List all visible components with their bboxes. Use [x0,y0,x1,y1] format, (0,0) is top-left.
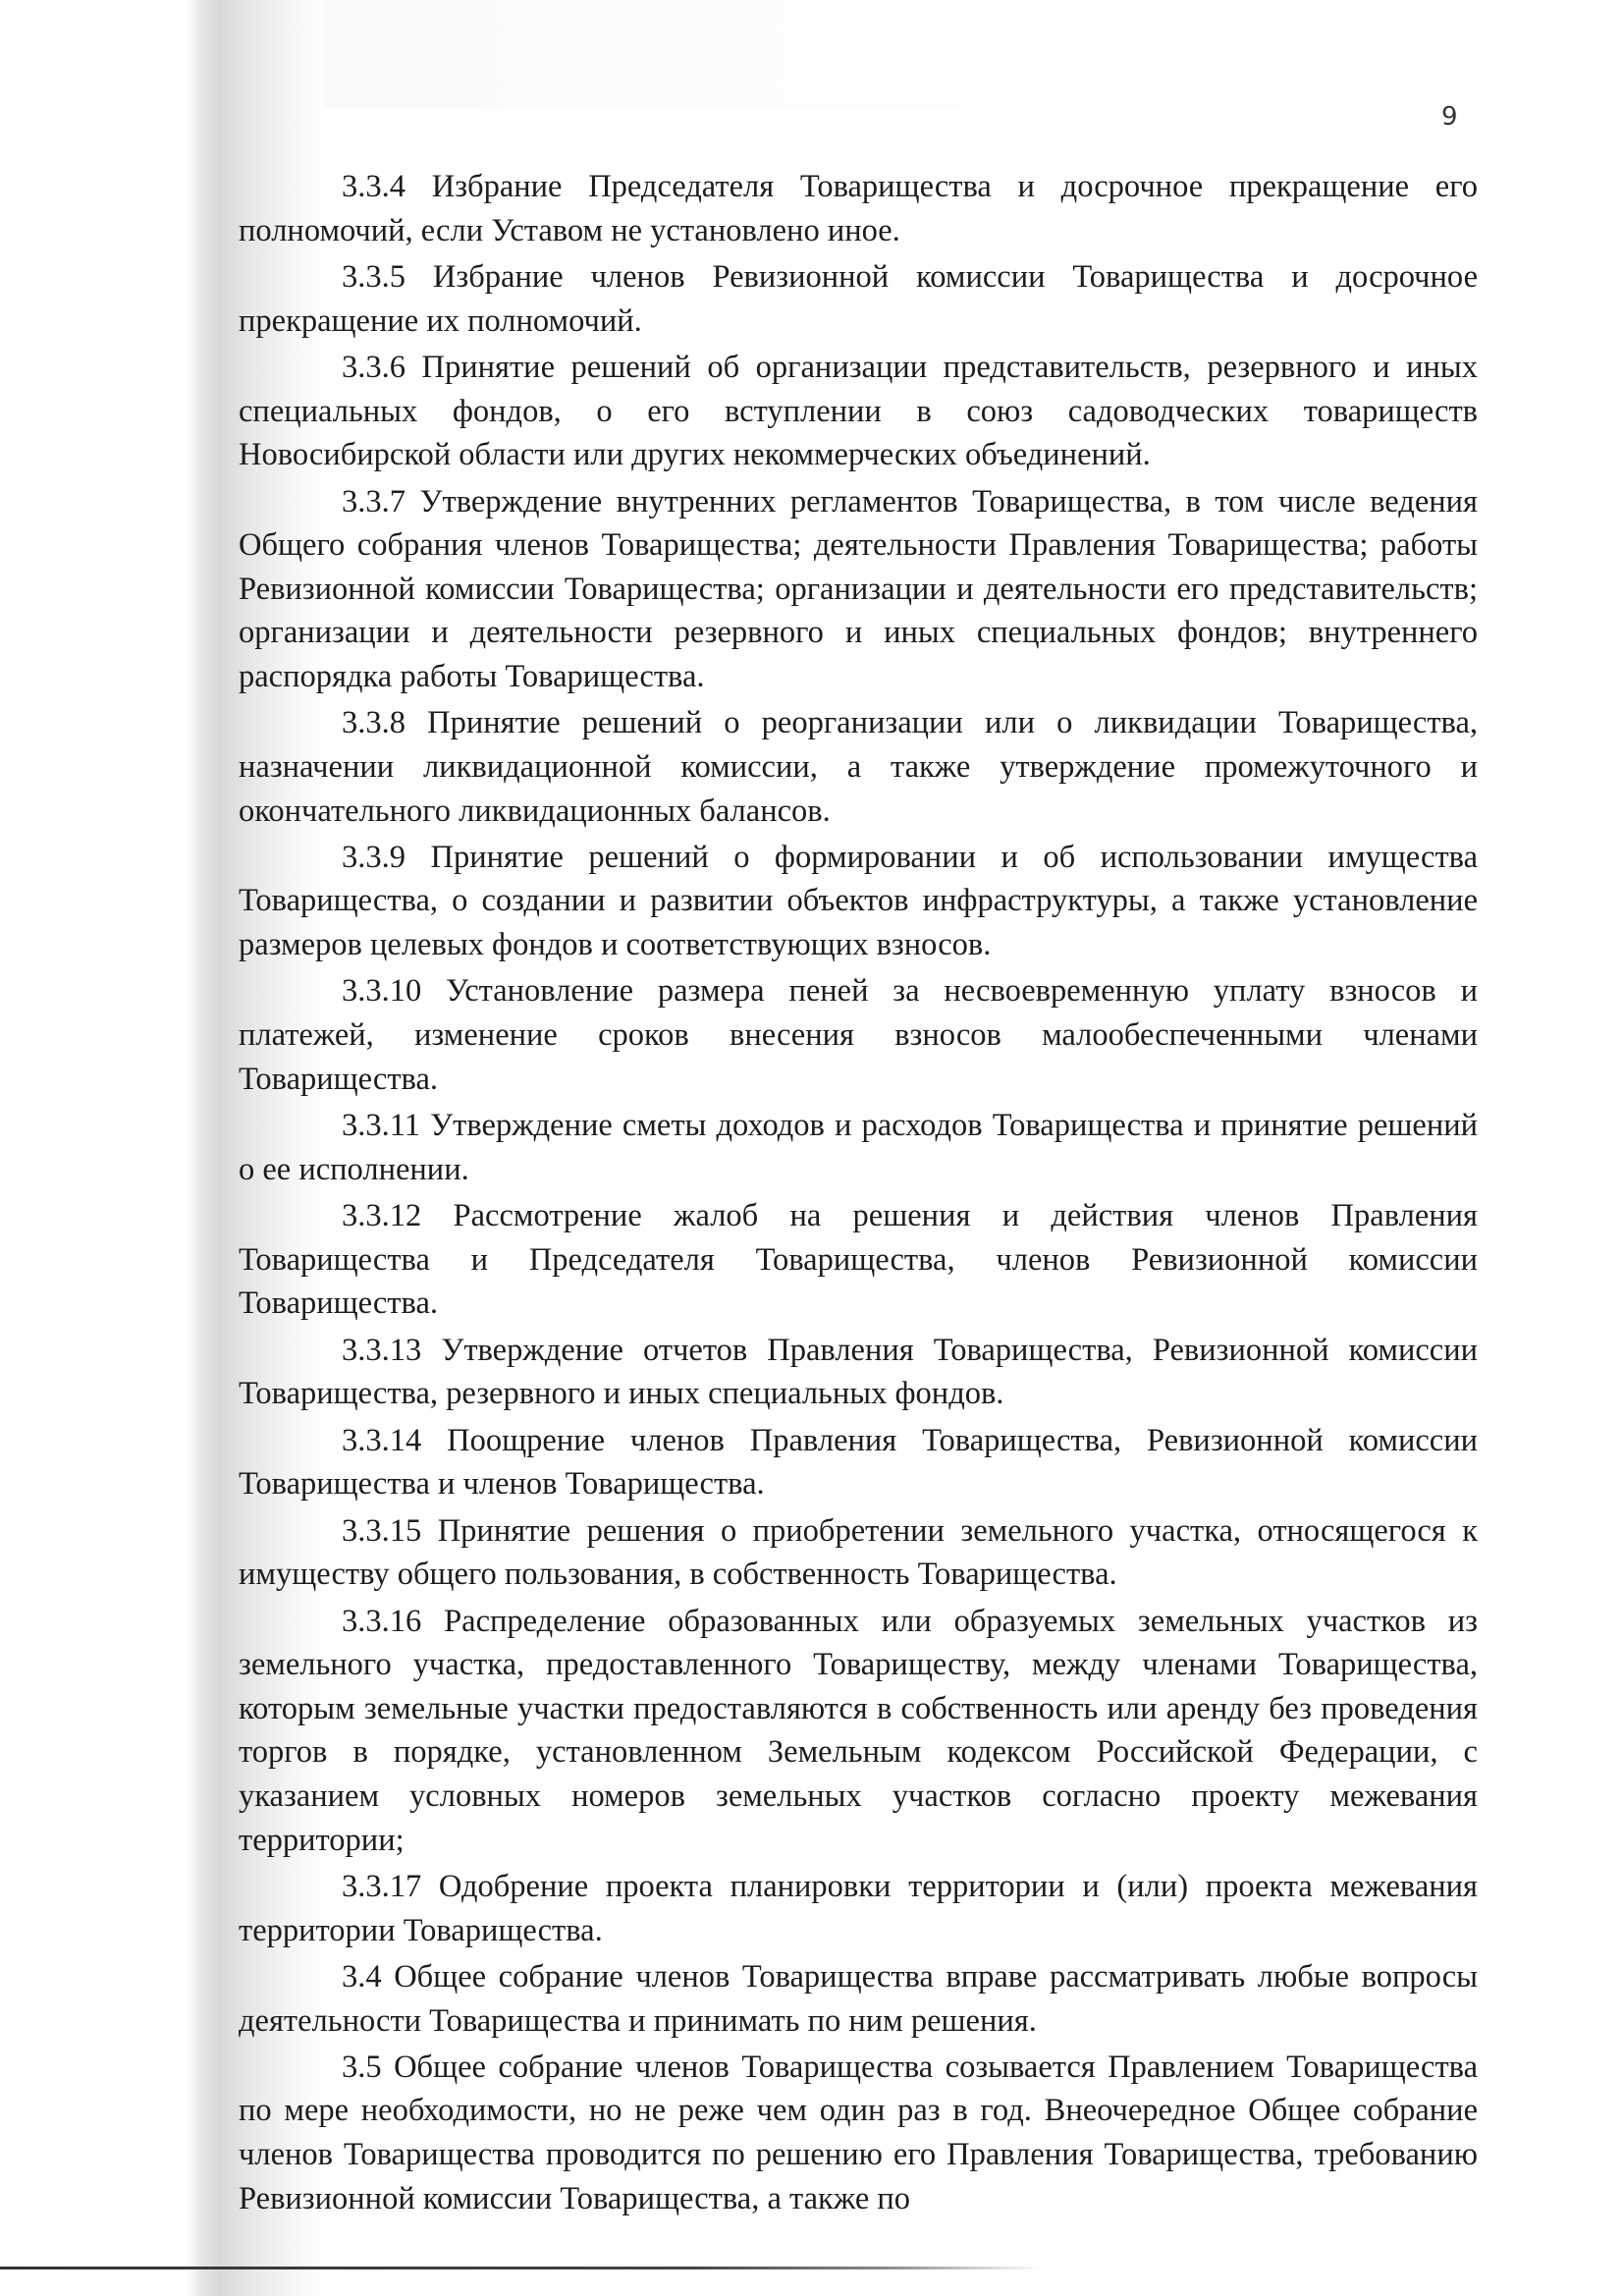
paragraph-3-3-4: 3.3.4 Избрание Председателя Товарищества и досрочное прекращение его полномочий, если Уставом не установлено иное. [239,169,1478,248]
paragraph-3-3-6: 3.3.6 Принятие решений об организации представительств, резервного и иных специальных фондов, о его вступлении в союз садоводческих товариществ Новосибирской области или других некоммерческих объединений. [239,349,1478,473]
paragraph-3-3-17: 3.3.17 Одобрение проекта планировки территории и (или) проекта межевания территории Товарищества. [239,1868,1478,1948]
paragraph-3-3-11: 3.3.11 Утверждение сметы доходов и расходов Товарищества и принятие решений о ее исполнении. [239,1108,1478,1187]
document-body [239,165,1478,2223]
paragraph-3-3-13: 3.3.13 Утверждение отчетов Правления Товарищества, Ревизионной комиссии Товарищества, резервного и иных специальных фондов. [239,1332,1478,1412]
scan-bottom-edge [0,2267,1041,2269]
paragraph-3-3-12: 3.3.12 Рассмотрение жалоб на решения и действия членов Правления Товарищества и Председателя Товарищества, членов Ревизионной комиссии Товарищества. [239,1198,1478,1322]
paragraph-3-4: 3.4 Общее собрание членов Товарищества вправе рассматривать любые вопросы деятельности Товарищества и принимать по ним решения. [239,1958,1478,2039]
page-number: 9 [1441,102,1458,132]
paragraph-3-3-15: 3.3.15 Принятие решения о приобретении земельного участка, относящегося к имуществу общего пользования, в собственность Товарищества. [239,1512,1478,1593]
paragraph-3-3-9: 3.3.9 Принятие решений о формировании и об использовании имущества Товарищества, о создании и развитии объектов инфраструктуры, а также установление размеров целевых фондов и соответствующих взносов. [239,839,1478,963]
paragraph-3-3-5: 3.3.5 Избрание членов Ревизионной комиссии Товарищества и досрочное прекращение их полномочий. [239,258,1478,339]
paragraph-3-5: 3.5 Общее собрание членов Товарищества созывается Правлением Товарищества по мере необходимости, но не реже чем один раз в год. Внеочередное Общее собрание членов Товарищества проводится по решению его Правления Товарищества, требованию Ревизионной комиссии Товарищества, а также по [239,2049,1478,2216]
paragraph-3-3-8: 3.3.8 Принятие решений о реорганизации или о ликвидации Товарищества, назначении ликвидационной комиссии, а также утверждение промежуточного и окончательного ликвидационных балансов. [239,705,1478,829]
paragraph-3-3-14: 3.3.14 Поощрение членов Правления Товарищества, Ревизионной комиссии Товарищества и членов Товарищества. [239,1422,1478,1503]
paragraph-3-3-7: 3.3.7 Утверждение внутренних регламентов Товарищества, в том числе ведения Общего собрания членов Товарищества; деятельности Правления Товарищества; работы Ревизионной комиссии Товарищества; организации и деятельности его представительств; организации и деятельности резервного и иных специальных фондов; внутреннего распорядка работы Товарищества. [239,483,1478,694]
scan-top-shading [324,0,1306,108]
paragraph-3-3-10: 3.3.10 Установление размера пеней за несвоевременную уплату взносов и платежей, изменение сроков внесения взносов малообеспеченными членами Товарищества. [239,973,1478,1097]
paragraph-3-3-16: 3.3.16 Распределение образованных или образуемых земельных участков из земельного участка, предоставленного Товариществу, между членами Товарищества, которым земельные участки предоставляются в собственность или аренду без проведения торгов в порядке, установленном Земельным кодексом Российской Федерации, с указанием условных номеров земельных участков согласно проекту межевания территории; [239,1603,1478,1858]
